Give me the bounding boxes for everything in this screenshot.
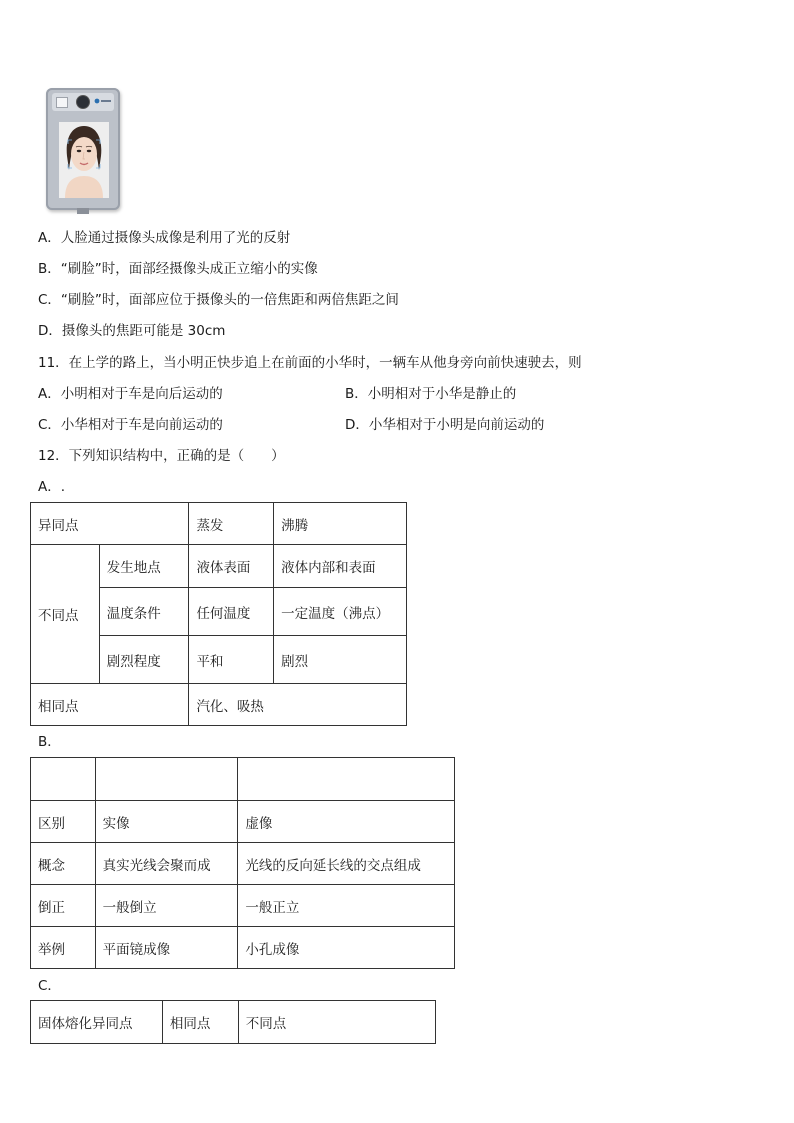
q11-option-b: B．小明相对于小华是静止的 [345,386,517,402]
table-cell: 相同点 [31,684,189,726]
table-a [30,502,407,726]
table-c [30,1000,436,1044]
table-cell: 任何温度 [189,588,274,636]
table-cell: 沸腾 [274,503,407,545]
table-cell: 一定温度（沸点） [274,588,407,636]
table-cell: 一般倒立 [95,885,238,927]
camera-icon [76,95,90,109]
q12-label-b: B． [38,734,61,750]
table-cell: 液体表面 [189,545,274,588]
table-cell: 虚像 [238,801,455,843]
face-photo [59,122,109,198]
q11-option-d: D．小华相对于小明是向前运动的 [345,417,545,433]
question-12-stem: 12．下列知识结构中，正确的是（ ） [38,448,285,464]
table-cell: 剧烈 [274,636,407,684]
table-cell: 液体内部和表面 [274,545,407,588]
table-cell: 概念 [31,843,96,885]
table-cell: 区别 [31,801,96,843]
table-cell: 举例 [31,927,96,969]
q12-label-a: A．. [38,479,66,495]
table-cell: 发生地点 [99,545,189,588]
table-cell: 小孔成像 [238,927,455,969]
table-cell: 光线的反向延长线的交点组成 [238,843,455,885]
q11-option-c: C．小华相对于车是向前运动的 [38,417,223,433]
table-cell [238,758,455,801]
table-cell: 相同点 [162,1001,238,1044]
table-cell: 平面镜成像 [95,927,238,969]
table-cell: 倒正 [31,885,96,927]
table-cell: 蒸发 [189,503,274,545]
option-c: C．“刷脸”时，面部应位于摄像头的一倍焦距和两倍焦距之间 [38,292,399,308]
q12-label-c: C． [38,978,61,994]
brand-logo [94,98,112,104]
table-cell: 一般正立 [238,885,455,927]
option-b: B．“刷脸”时，面部经摄像头成正立缩小的实像 [38,261,318,277]
table-cell: 真实光线会聚而成 [95,843,238,885]
q11-option-a: A．小明相对于车是向后运动的 [38,386,223,402]
table-cell: 异同点 [31,503,189,545]
table-cell: 平和 [189,636,274,684]
option-d: D．摄像头的焦距可能是 30cm [38,323,226,339]
table-cell: 汽化、吸热 [189,684,407,726]
option-a: A．人脸通过摄像头成像是利用了光的反射 [38,230,291,246]
face-scanner-image [46,88,120,210]
table-cell: 固体熔化异同点 [31,1001,163,1044]
table-cell: 实像 [95,801,238,843]
table-cell: 不同点 [31,545,100,684]
question-11-stem: 11．在上学的路上，当小明正快步追上在前面的小华时，一辆车从他身旁向前快速驶去，则 [38,355,582,371]
table-cell [31,758,96,801]
table-cell: 不同点 [238,1001,435,1044]
table-b [30,757,455,969]
table-cell: 温度条件 [99,588,189,636]
table-cell: 剧烈程度 [99,636,189,684]
table-cell [95,758,238,801]
